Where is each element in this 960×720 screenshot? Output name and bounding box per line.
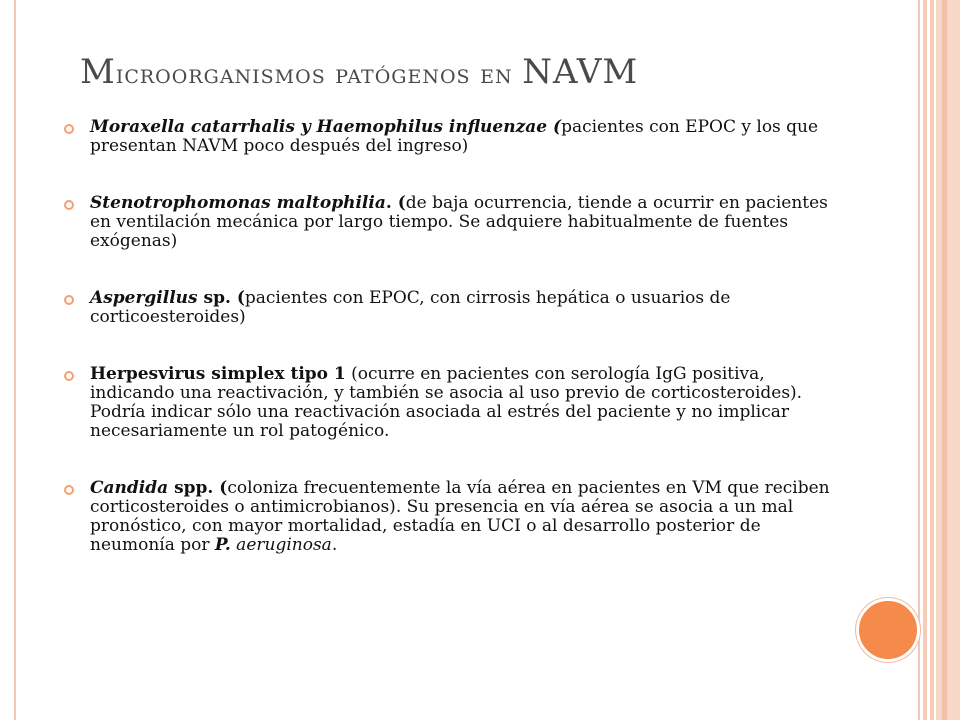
species-name: Herpesvirus simplex tipo 1	[90, 364, 346, 384]
item-text: (ocurre en pacientes con serología IgG positiva, indicando una reactivación, y también se asocia al uso previo de corticosteroides). Podría indicar sólo una reactivación asociada al estrés del paciente y no implicar necesariamente un rol patogénico.	[90, 364, 803, 441]
title-initial: M	[80, 52, 116, 92]
item-end: .	[331, 535, 338, 555]
paren: . (	[385, 193, 406, 213]
list-item-herpesvirus	[64, 365, 834, 441]
slide-title	[80, 52, 638, 92]
bullet-list	[64, 118, 834, 593]
list-item-stenotrophomonas	[64, 194, 834, 251]
list-item-moraxella	[64, 118, 834, 156]
decorative-stripes	[920, 0, 960, 720]
species-suffix: spp. (	[168, 478, 228, 498]
item-text: coloniza frecuentemente la vía aérea en pacientes en VM que reciben corticosteroides o antimicrobianos). Su presencia en vía aérea se asocia a un mal pronóstico, con mayor mortalidad, estadía en UCI o al desarrollo posterior de neumonía por	[90, 478, 830, 555]
decorative-orange-circle	[856, 598, 920, 662]
title-rest: icroorganismos patógenos en	[115, 59, 523, 90]
paren: (	[547, 117, 562, 137]
item-text: de baja ocurrencia, tiende a ocurrir en pacientes en ventilación mecánica por largo tiempo. Se adquiere habitualmente de fuentes exógenas)	[90, 193, 828, 251]
list-item-aspergillus	[64, 289, 834, 327]
species-name: Moraxella catarrhalis y Haemophilus influenzae	[90, 117, 548, 137]
bullet-icon	[64, 200, 74, 210]
species-name: Stenotrophomonas maltophilia	[90, 193, 386, 213]
species-tail-epithet: aeruginosa	[230, 535, 332, 555]
species-name: Candida	[90, 478, 169, 498]
bullet-icon	[64, 371, 74, 381]
title-acronym: NAVM	[522, 52, 639, 92]
item-text: pacientes con EPOC, con cirrosis hepática o usuarios de corticoesteroides)	[90, 288, 731, 327]
bullet-icon	[64, 295, 74, 305]
species-tail-genus: P.	[214, 535, 231, 555]
bullet-icon	[64, 124, 74, 134]
species-suffix: sp. (	[197, 288, 245, 308]
list-item-candida	[64, 479, 834, 555]
species-name: Aspergillus	[90, 288, 198, 308]
bullet-icon	[64, 485, 74, 495]
item-text: pacientes con EPOC y los que presentan NAVM poco después del ingreso)	[90, 117, 819, 156]
